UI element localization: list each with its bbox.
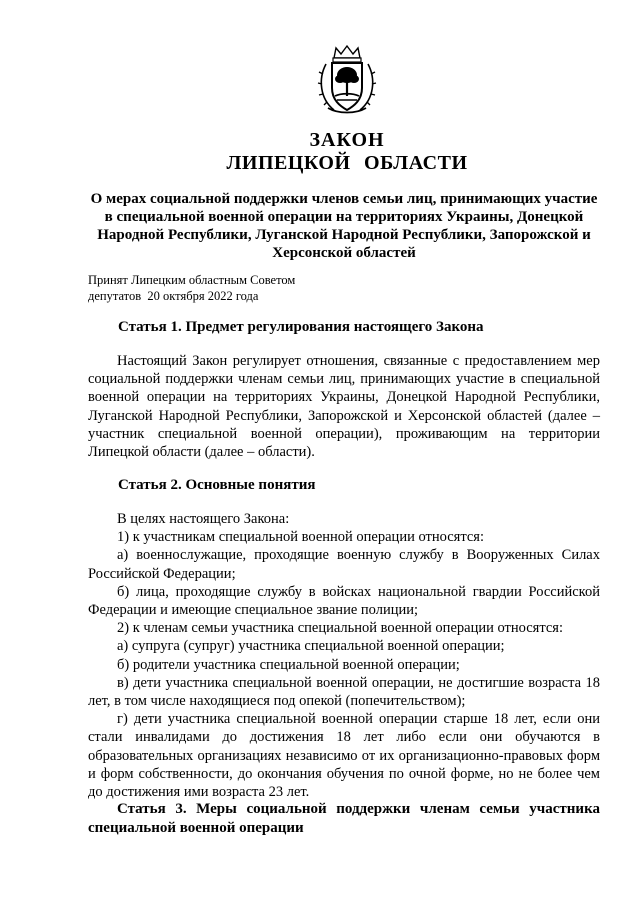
article-1-heading: Статья 1. Предмет регулирования настоящего Закона — [118, 319, 484, 335]
adoption-line-2: депутатов 20 октября 2022 года — [88, 289, 259, 303]
article-3-heading: Статья 3. Меры социальной поддержки членам семьи участника специальной военной операции — [88, 801, 600, 836]
adoption-note — [88, 272, 600, 304]
document-issuer: ЛИПЕЦКОЙ ОБЛАСТИ — [226, 152, 468, 174]
document-title: ЗАКОН — [309, 129, 385, 151]
article-2-item: а) супруга (супруг) участника специальной военной операции; — [117, 638, 505, 655]
article-1-text — [88, 352, 600, 461]
coat-of-arms-icon — [316, 44, 378, 116]
article-2-item: г) дети участника специальной военной операции старше 18 лет, если они стали инвалидами до достижения 18 лет либо если они обучаются в образовательных организациях независимо от их организационно-правовых форм и форм собственности, до окончания обучения по очной форме, но не более чем до достижения ими возраста 23 лет. — [88, 711, 600, 801]
article-2-item: 1) к участникам специальной военной операции относятся: — [117, 529, 484, 546]
article-2-item: б) родители участника специальной военной операции; — [117, 656, 460, 673]
article-2-item: б) лица, проходящие службу в войсках национальной гвардии Российской Федерации и имеющие специальное звание полиции; — [88, 583, 600, 619]
article-1-paragraph: Настоящий Закон регулирует отношения, связанные с предоставлением мер социальной поддержки членам семьи лиц, принимающих участие в специальной военной операции на территориях Украины, Донецкой Народной Республики, Луганской Народной Республики, Запорожской и Херсонской областей (далее – участник специальной военной операции), проживающим на территории Липецкой области (далее – области). — [88, 353, 600, 461]
article-2-item: а) военнослужащие, проходящие военную службу в Вооруженных Силах Российской Федерации; — [88, 547, 600, 582]
adoption-line-1: Принят Липецким областным Советом — [88, 273, 296, 287]
article-2-item: в) дети участника специальной военной операции, не достигшие возраста 18 лет, в том числе находящиеся под опекой (попечительством); — [88, 674, 600, 710]
article-2-heading: Статья 2. Основные понятия — [118, 477, 316, 493]
article-2-item: В целях настоящего Закона: — [117, 511, 290, 527]
article-2-item: 2) к членам семьи участника специальной военной операции относятся: — [117, 620, 563, 637]
article-2-text — [88, 510, 600, 801]
law-subject: О мерах социальной поддержки членов семьи лиц, принимающих участие в специальной военной операции на территориях Украины, Донецкой Народной Республики, Луганской Народной Республики, Запорожской и Херсонской областей — [90, 191, 598, 261]
